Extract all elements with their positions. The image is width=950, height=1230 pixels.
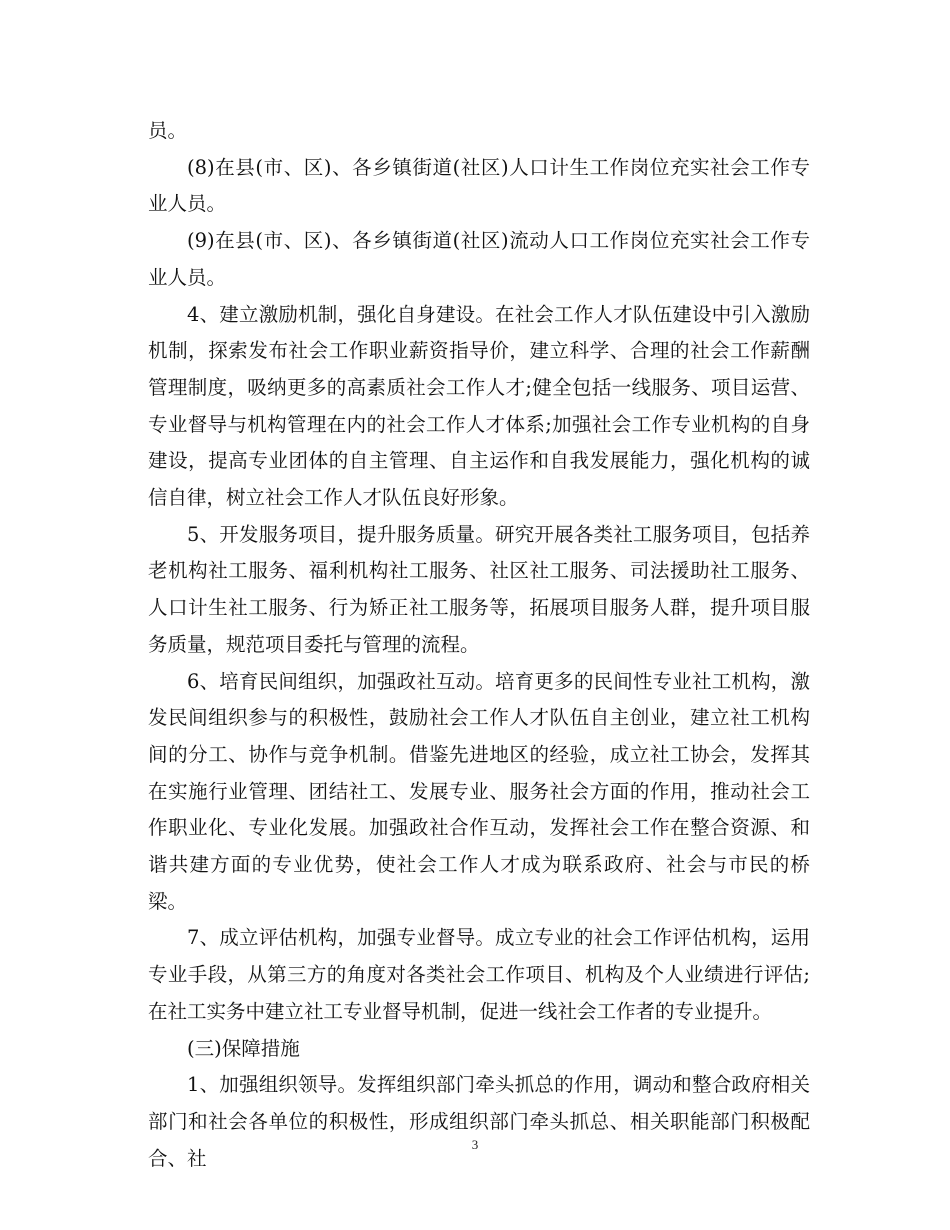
- document-body: [148, 113, 810, 1177]
- paragraph-section-7: 7、成立评估机构，加强专业督导。成立专业的社会工作评估机构，运用专业手段，从第三方的角度对各类社会工作项目、机构及个人业绩进行评估;在社工实务中建立社工专业督导机制，促进一线社会工作者的专业提升。: [148, 926, 810, 1023]
- paragraph-safeguard-1: 1、加强组织领导。发挥组织部门牵头抓总的作用，调动和整合政府相关部门和社会各单位的积极性，形成组织部门牵头抓总、相关职能部门积极配合、社: [148, 1073, 810, 1170]
- paragraph-continuation: 员。: [148, 119, 188, 142]
- heading-safeguard-measures: (三)保障措施: [187, 1036, 300, 1060]
- paragraph-item-8: (8)在县(市、区)、各乡镇街道(社区)人口计生工作岗位充实社会工作专业人员。: [148, 155, 810, 216]
- paragraph-item-9: (9)在县(市、区)、各乡镇街道(社区)流动人口工作岗位充实社会工作专业人员。: [148, 229, 810, 289]
- paragraph-section-4: 4、建立激励机制，强化自身建设。在社会工作人才队伍建设中引入激励机制，探索发布社会工作职业薪资指导价，建立科学、合理的社会工作薪酬管理制度，吸纳更多的高素质社会工作人才;健全包括一线服务、项目运营、专业督导与机构管理在内的社会工作人才体系;加强社会工作专业机构的自身建设，提高专业团体的自主管理、自主运作和自我发展能力，强化机构的诚信自律，树立社会工作人才队伍良好形象。: [148, 302, 810, 510]
- page-number: 3: [471, 1137, 479, 1152]
- paragraph-section-6: 6、培育民间组织，加强政社互动。培育更多的民间性专业社工机构，激发民间组织参与的积极性，鼓励社会工作人才队伍自主创业，建立社工机构间的分工、协作与竞争机制。借鉴先进地区的经验，成立社工协会，发挥其在实施行业管理、团结社工、发展专业、服务社会方面的作用，推动社会工作职业化、专业化发展。加强政社合作互动，发挥社会工作在整合资源、和谐共建方面的专业优势，使社会工作人才成为联系政府、社会与市民的桥梁。: [148, 669, 810, 913]
- paragraph-section-5: 5、开发服务项目，提升服务质量。研究开展各类社工服务项目，包括养老机构社工服务、福利机构社工服务、社区社工服务、司法援助社工服务、人口计生社工服务、行为矫正社工服务等，拓展项目服务人群，提升项目服务质量，规范项目委托与管理的流程。: [148, 522, 810, 656]
